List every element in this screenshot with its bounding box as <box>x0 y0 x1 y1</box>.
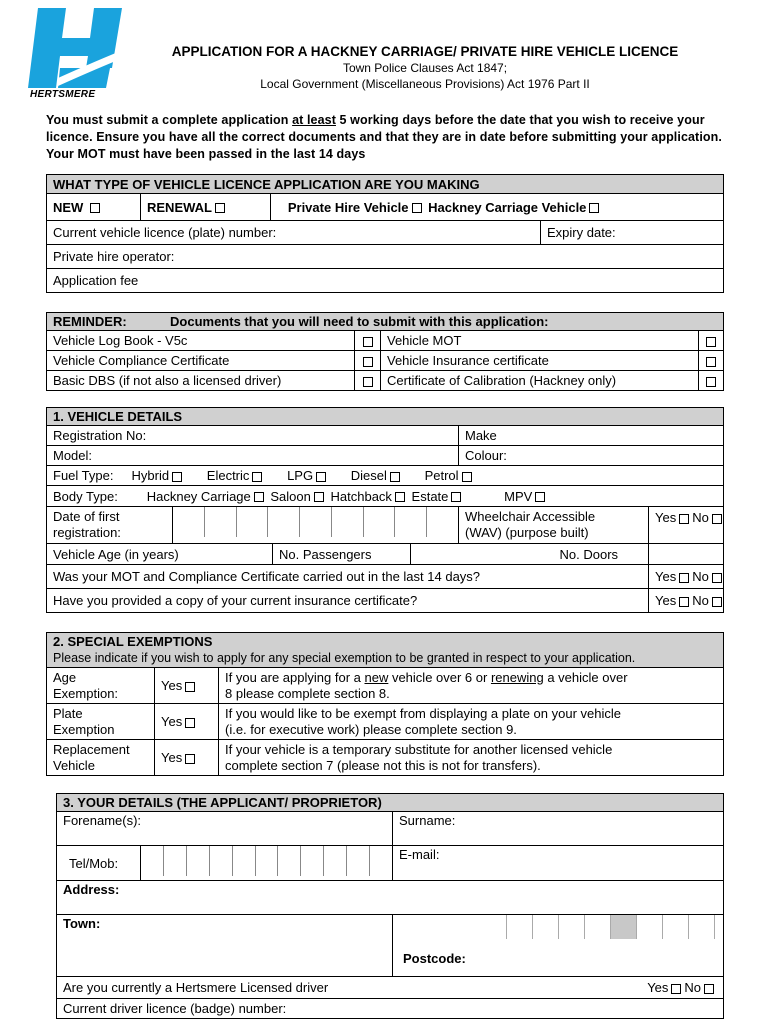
exemptions-header: 2. SPECIAL EXEMPTIONS Please indicate if you wish to apply for any special exemption to be granted in respect to your application. <box>47 633 724 668</box>
doc-insurance: Vehicle Insurance certificate <box>381 351 699 371</box>
mot-options: Yes No <box>649 565 724 589</box>
surname-field[interactable]: Surname: <box>393 812 724 846</box>
first-registration-cells[interactable] <box>173 507 459 544</box>
exemptions-table <box>46 632 724 776</box>
plate-exemption-option: Yes <box>155 704 219 740</box>
badge-number-field[interactable]: Current driver licence (badge) number: <box>57 999 724 1019</box>
insurance-question: Have you provided a copy of your current insurance certificate? <box>47 589 649 613</box>
plate-exemption-desc: If you would like to be exempt from displaying a plate on your vehicle (i.e. for executive work) please complete section 9. <box>219 704 724 740</box>
address-field[interactable]: Address: <box>57 881 724 915</box>
town-field[interactable]: Town: <box>57 915 393 977</box>
doc-mot: Vehicle MOT <box>381 331 699 351</box>
intro-text: You must submit a complete application at least 5 working days before the date that you wish to receive your licence. Ensure you have all the correct documents and that they are in date before submitting your application. Your MOT must have been passed in the last 14 days <box>46 113 722 161</box>
doors-value[interactable] <box>649 544 724 565</box>
replacement-vehicle-checkbox[interactable] <box>185 754 195 764</box>
age-exemption-option: Yes <box>155 668 219 704</box>
licence-type-table <box>46 174 724 293</box>
licensed-driver-options: Yes No <box>507 977 724 999</box>
forename-field[interactable]: Forename(s): <box>57 812 393 846</box>
licence-type-heading: WHAT TYPE OF VEHICLE LICENCE APPLICATION ARE YOU MAKING <box>47 175 724 194</box>
age-exemption-desc: If you are applying for a new vehicle over 6 or renewing a vehicle over 8 please complete section 8. <box>219 668 724 704</box>
body-estate-checkbox[interactable] <box>451 492 461 502</box>
insurance-options: Yes No <box>649 589 724 613</box>
doc-insurance-checkbox[interactable] <box>706 357 716 367</box>
doc-calibration-checkbox[interactable] <box>706 377 716 387</box>
reminder-heading: REMINDER: Documents that you will need to submit with this application: <box>47 313 724 331</box>
doc-compliance-checkbox[interactable] <box>363 357 373 367</box>
postcode-label: Postcode: <box>403 951 466 966</box>
doc-mot-checkbox[interactable] <box>706 337 716 347</box>
body-mpv-checkbox[interactable] <box>535 492 545 502</box>
operator-field[interactable]: Private hire operator: <box>47 245 724 269</box>
licensed-driver-question: Are you currently a Hertsmere Licensed driver <box>57 977 507 999</box>
applicant-table <box>56 793 724 1019</box>
doc-dbs-checkbox[interactable] <box>363 377 373 387</box>
age-exemption-label: Age Exemption: <box>47 668 155 704</box>
plate-number-field[interactable]: Current vehicle licence (plate) number: <box>47 221 541 245</box>
body-type-row: Body Type: Hackney Carriage Saloon Hatchback Estate MPV <box>47 486 724 507</box>
replacement-vehicle-desc: If your vehicle is a temporary substitute for another licensed vehicle complete section 7 (please not this is not for transfers). <box>219 740 724 776</box>
doc-log-book: Vehicle Log Book - V5c <box>47 331 355 351</box>
private-hire-checkbox[interactable] <box>412 203 422 213</box>
licensed-yes-checkbox[interactable] <box>671 984 681 994</box>
doc-log-book-checkbox[interactable] <box>363 337 373 347</box>
doc-compliance: Vehicle Compliance Certificate <box>47 351 355 371</box>
doc-calibration: Certificate of Calibration (Hackney only) <box>381 371 699 391</box>
logo-text: HERTSMERE <box>30 89 96 100</box>
renewal-option[interactable]: RENEWAL <box>141 194 271 221</box>
new-option[interactable]: NEW <box>47 194 141 221</box>
fuel-diesel-checkbox[interactable] <box>390 472 400 482</box>
doc-dbs: Basic DBS (if not also a licensed driver) <box>47 371 355 391</box>
doors-field[interactable]: No. Doors <box>554 544 649 565</box>
vehicle-details-table <box>46 407 724 613</box>
wav-no-checkbox[interactable] <box>712 514 722 524</box>
licensed-no-checkbox[interactable] <box>704 984 714 994</box>
email-field[interactable]: E-mail: <box>393 846 724 881</box>
make-field[interactable]: Make <box>459 426 724 446</box>
model-field[interactable]: Model: <box>47 446 459 466</box>
mot-question: Was your MOT and Compliance Certificate carried out in the last 14 days? <box>47 565 649 589</box>
mot-yes-checkbox[interactable] <box>679 573 689 583</box>
age-exemption-checkbox[interactable] <box>185 682 195 692</box>
wav-yes-checkbox[interactable] <box>679 514 689 524</box>
insurance-yes-checkbox[interactable] <box>679 597 689 607</box>
subtitle-act-1976: Local Government (Miscellaneous Provisions) Act 1976 Part II <box>260 77 590 91</box>
fuel-electric-checkbox[interactable] <box>252 472 262 482</box>
fuel-lpg-checkbox[interactable] <box>316 472 326 482</box>
body-hackney-checkbox[interactable] <box>254 492 264 502</box>
wav-label: Wheelchair Accessible (WAV) (purpose built) <box>459 507 649 544</box>
fuel-petrol-checkbox[interactable] <box>462 472 472 482</box>
vehicle-age-field[interactable]: Vehicle Age (in years) <box>47 544 273 565</box>
expiry-date-field[interactable]: Expiry date: <box>541 221 724 245</box>
applicant-heading: 3. YOUR DETAILS (THE APPLICANT/ PROPRIETOR) <box>57 794 724 812</box>
page-title: APPLICATION FOR A HACKNEY CARRIAGE/ PRIVATE HIRE VEHICLE LICENCE <box>171 44 679 59</box>
mot-no-checkbox[interactable] <box>712 573 722 583</box>
colour-field[interactable]: Colour: <box>459 446 724 466</box>
insurance-no-checkbox[interactable] <box>712 597 722 607</box>
subtitle-act-1847: Town Police Clauses Act 1847; <box>342 61 508 75</box>
plate-exemption-checkbox[interactable] <box>185 718 195 728</box>
postcode-area <box>393 915 724 977</box>
reminder-table <box>46 312 724 391</box>
vehicle-type-options: Private Hire Vehicle Hackney Carriage Vehicle <box>271 194 724 221</box>
vehicle-heading: 1. VEHICLE DETAILS <box>47 408 724 426</box>
new-checkbox[interactable] <box>90 203 100 213</box>
fuel-type-row: Fuel Type: Hybrid Electric LPG Diesel Petrol <box>47 466 724 486</box>
tel-label: Tel/Mob: <box>57 846 141 881</box>
hackney-checkbox[interactable] <box>589 203 599 213</box>
postcode-cells[interactable] <box>506 915 715 939</box>
wav-options: Yes No <box>649 507 724 544</box>
hertsmere-logo <box>28 8 128 100</box>
passengers-field[interactable]: No. Passengers <box>273 544 411 565</box>
replacement-vehicle-option: Yes <box>155 740 219 776</box>
body-hatchback-checkbox[interactable] <box>395 492 405 502</box>
renewal-checkbox[interactable] <box>215 203 225 213</box>
registration-field[interactable]: Registration No: <box>47 426 459 446</box>
replacement-vehicle-label: Replacement Vehicle <box>47 740 155 776</box>
body-saloon-checkbox[interactable] <box>314 492 324 502</box>
fuel-hybrid-checkbox[interactable] <box>172 472 182 482</box>
first-registration-label: Date of first registration: <box>47 507 173 544</box>
plate-exemption-label: Plate Exemption <box>47 704 155 740</box>
tel-cells[interactable] <box>141 846 393 881</box>
fee-field[interactable]: Application fee <box>47 269 724 293</box>
